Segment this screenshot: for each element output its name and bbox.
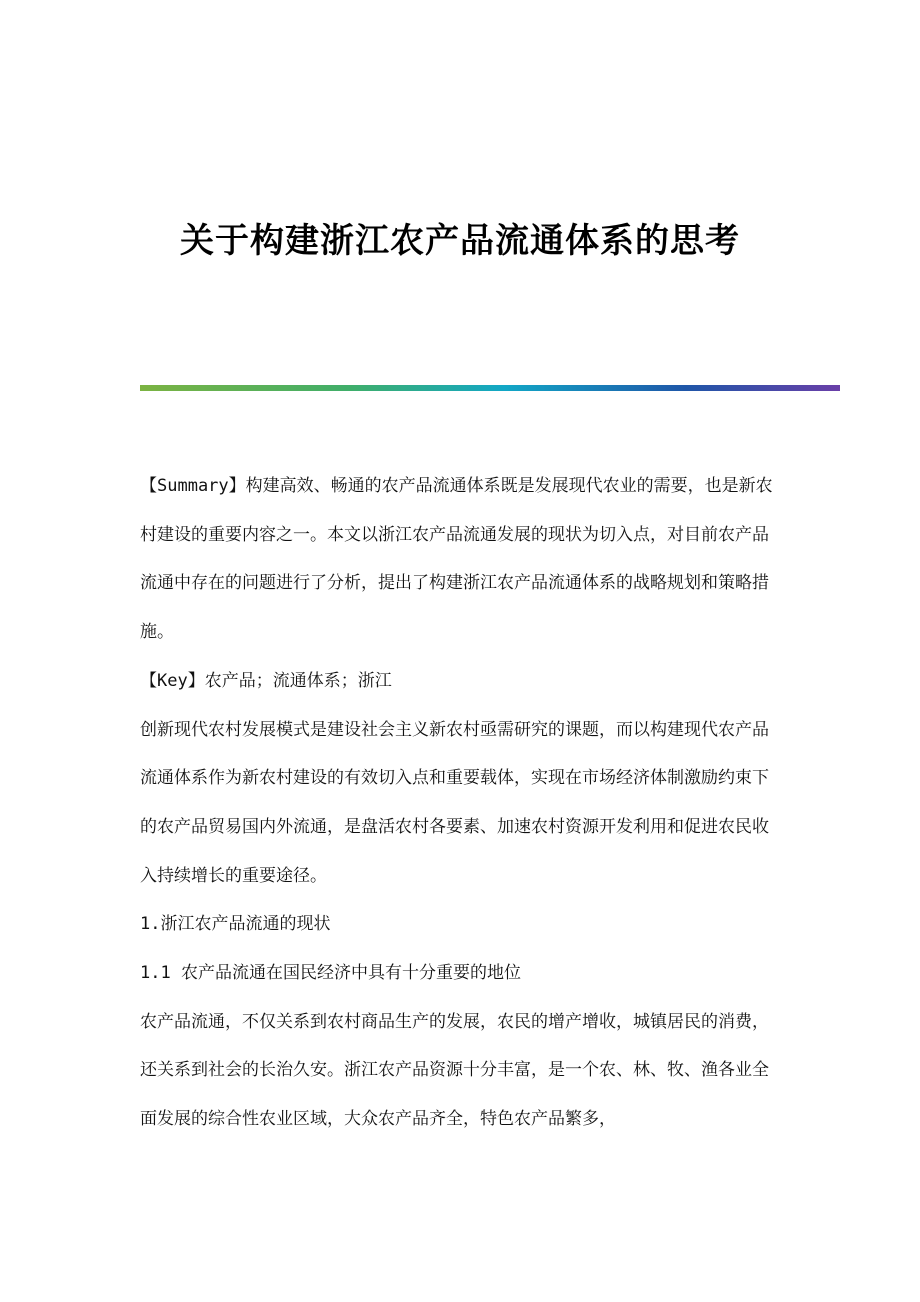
gradient-divider (140, 385, 840, 391)
summary-paragraph: 【Summary】构建高效、畅通的农产品流通体系既是发展现代农业的需要，也是新农村建设的重要内容之一。本文以浙江农产品流通发展的现状为切入点，对目前农产品流通中存在的问题进行了分析，提出了构建浙江农产品流通体系的战略规划和策略措施。 (140, 476, 773, 643)
subsection-heading-1-1: 1.1 农产品流通在国民经济中具有十分重要的地位 (140, 963, 521, 984)
body-paragraph: 农产品流通，不仅关系到农村商品生产的发展，农民的增产增收，城镇居民的消费，还关系到社会的长治久安。浙江农产品资源十分丰富，是一个农、林、牧、渔各业全面发展的综合性农业区域，大众农产品齐全，特色农产品繁多， (140, 1011, 769, 1130)
document-body (140, 462, 780, 1144)
section-heading-1: 1.浙江农产品流通的现状 (140, 914, 331, 935)
intro-paragraph: 创新现代农村发展模式是建设社会主义新农村亟需研究的课题，而以构建现代农产品流通体系作为新农村建设的有效切入点和重要载体，实现在市场经济体制激励约束下的农产品贸易国内外流通，是盘活农村各要素、加速农村资源开发利用和促进农民收入持续增长的重要途径。 (140, 719, 769, 886)
document-title: 关于构建浙江农产品流通体系的思考 (180, 221, 740, 261)
keywords-paragraph: 【Key】农产品；流通体系；浙江 (140, 670, 392, 691)
